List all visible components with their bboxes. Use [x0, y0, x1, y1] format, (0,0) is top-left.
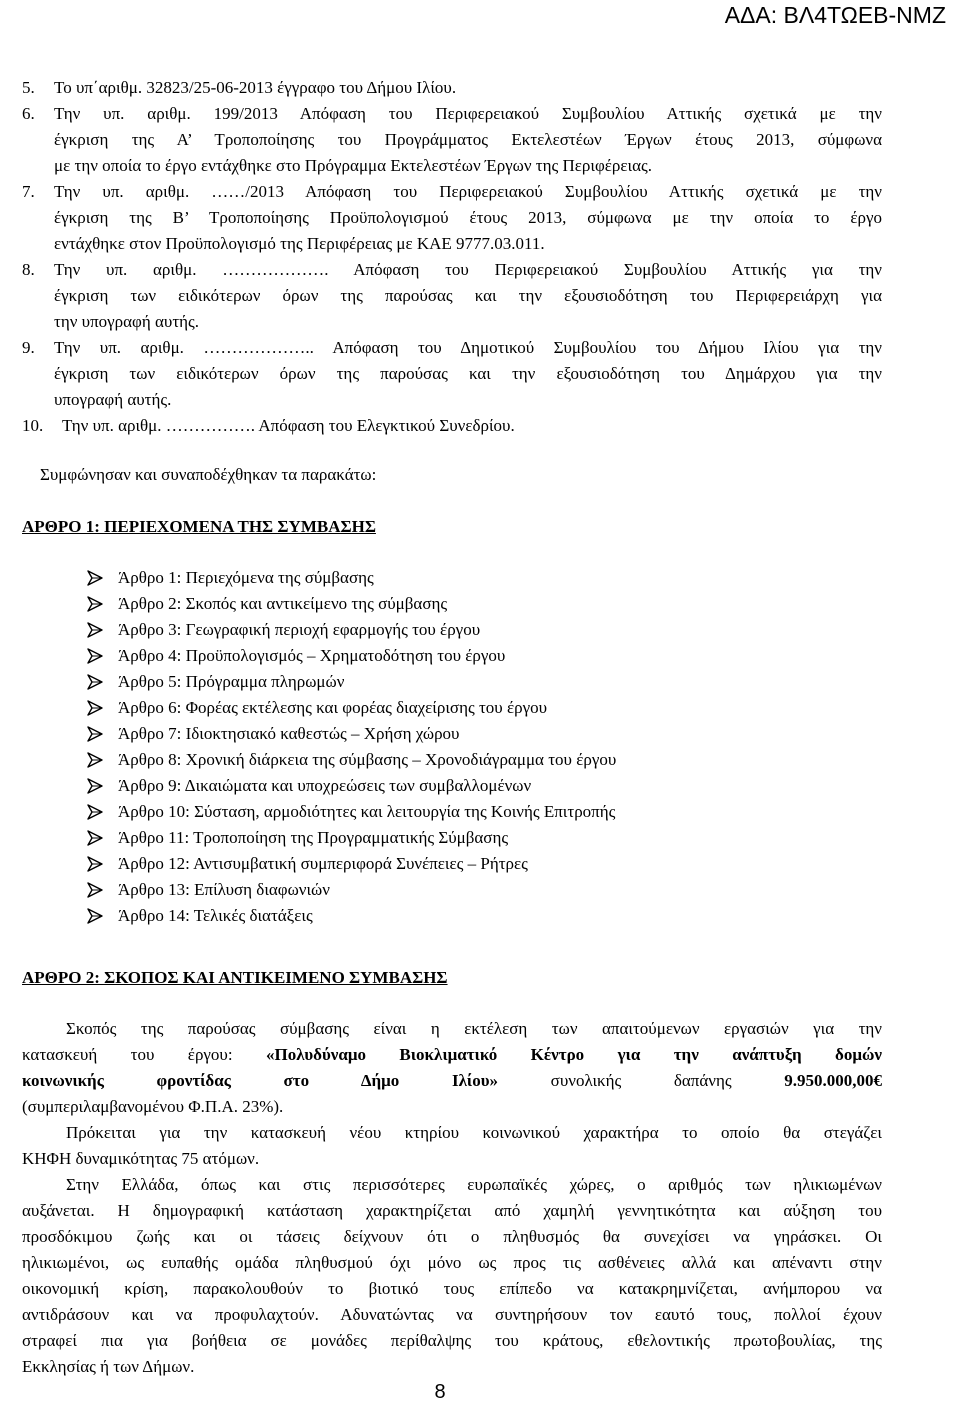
paragraph-text: οικονομική κρίση, παρακολουθούν το βιοτικό τους επίπεδο να κατακρημνίζεται, ανήμπορου να	[22, 1279, 882, 1298]
paragraph-text: αντιδράσουν και να προφυλαχτούν. Αδυνατώντας να συντηρήσουν τον εαυτό τους, πολλοί έχουν	[22, 1305, 882, 1324]
item-number: 8.	[22, 260, 35, 279]
contents-item: Άρθρο 11: Τροποποίηση της Προγραμματικής Σύμβασης	[118, 828, 509, 847]
item-text: υπογραφή αυτής.	[54, 390, 172, 409]
contents-item: Άρθρο 10: Σύσταση, αρμοδιότητες και λειτουργία της Κοινής Επιτροπής	[118, 802, 616, 821]
contents-item: Άρθρο 14: Τελικές διατάξεις	[118, 906, 313, 925]
contents-item: Άρθρο 9: Δικαιώματα και υποχρεώσεις των συμβαλλομένων	[118, 776, 532, 795]
contents-item: Άρθρο 2: Σκοπός και αντικείμενο της σύμβασης	[118, 594, 448, 613]
arrow-bullet-icon	[87, 570, 103, 586]
ada-code: ΑΔΑ: ΒΛ4ΤΩΕΒ-ΝΜΖ	[724, 2, 946, 28]
contents-item: Άρθρο 7: Ιδιοκτησιακό καθεστώς – Χρήση χώρου	[118, 724, 460, 743]
arrow-bullet-icon	[87, 882, 103, 898]
arrow-bullet-icon	[87, 726, 103, 742]
project-amount: 9.950.000,00€	[784, 1071, 883, 1090]
contents-item: Άρθρο 3: Γεωγραφική περιοχή εφαρμογής του έργου	[118, 620, 481, 639]
item-text: εντάχθηκε στον Προϋπολογισμό της Περιφέρειας με ΚΑΕ 9777.03.011.	[54, 234, 545, 253]
arrow-bullet-icon	[87, 622, 103, 638]
paragraph-text	[22, 1068, 882, 1094]
item-text: με την οποία το έργο εντάχθηκε στο Πρόγραμμα Εκτελεστέων Έργων της Περιφέρειας.	[54, 156, 653, 175]
arrow-bullet-icon	[87, 700, 103, 716]
arrow-bullet-icon	[87, 856, 103, 872]
paragraph-text: στραφεί πια για βοήθεια σε μονάδες περίθαλψης του κράτους, εθελοντικής πρωτοβουλίας, της	[22, 1331, 882, 1350]
arrow-bullet-icon	[87, 674, 103, 690]
paragraph-text: Εκκλησίας ή των Δήμων.	[22, 1357, 195, 1376]
arrow-bullet-icon	[87, 778, 103, 794]
paragraph-text-normal: συνολικής δαπάνης	[498, 1071, 785, 1090]
contents-item: Άρθρο 6: Φορέας εκτέλεσης και φορέας διαχείρισης του έργου	[118, 698, 548, 717]
contents-item: Άρθρο 5: Πρόγραμμα πληρωμών	[118, 672, 345, 691]
arrow-bullet-icon	[87, 596, 103, 612]
contents-item: Άρθρο 1: Περιεχόμενα της σύμβασης	[118, 568, 374, 587]
contents-item: Άρθρο 4: Προϋπολογισμός – Χρηματοδότηση του έργου	[118, 646, 506, 665]
item-number: 5.	[22, 78, 35, 97]
paragraph-text-normal: κατασκευή του έργου:	[22, 1045, 266, 1064]
item-text: Την υπ. αριθμ. ………………. Απόφαση του Περιφερειακού Συμβουλίου Αττικής για την	[54, 260, 882, 279]
paragraph-text: Πρόκειται για την κατασκευή νέου κτηρίου κοινωνικού χαρακτήρα το οποίο θα στεγάζει	[66, 1123, 882, 1142]
paragraph-text: ΚΗΦΗ δυναμικότητας 75 ατόμων.	[22, 1149, 260, 1168]
project-title: «Πολυδύναμο Βιοκλιματικό Κέντρο για την ανάπτυξη δομών	[265, 1045, 882, 1064]
paragraph-text	[22, 1042, 882, 1068]
article2-heading: ΑΡΘΡΟ 2: ΣΚΟΠΟΣ ΚΑΙ ΑΝΤΙΚΕΙΜΕΝΟ ΣΥΜΒΑΣΗΣ	[22, 968, 448, 987]
item-text: έγκριση της Β’ Τροποποίησης Προϋπολογισμού έτους 2013, σύμφωνα με την οποία το έργο	[54, 208, 882, 227]
item-text: Το υπ΄αριθμ. 32823/25-06-2013 έγγραφο του Δήμου Ιλίου.	[54, 78, 457, 97]
item-text: έγκριση των ειδικότερων όρων της παρούσας και την εξουσιοδότηση του Δημάρχου για την	[54, 364, 882, 383]
project-title: κοινωνικής φροντίδας στο Δήμο Ιλίου»	[22, 1071, 499, 1090]
paragraph-text: Σκοπός της παρούσας σύμβασης είναι η εκτέλεση των απαιτούμενων εργασιών για την	[66, 1019, 882, 1038]
item-text: Την υπ. αριθμ. ……………. Απόφαση του Ελεγκτικού Συνεδρίου.	[62, 416, 515, 435]
item-text: την υπογραφή αυτής.	[54, 312, 200, 331]
item-text: έγκριση των ειδικότερων όρων της παρούσας και την εξουσιοδότηση του Περιφερειάρχη για	[54, 286, 882, 305]
paragraph-text: Στην Ελλάδα, όπως και στις περισσότερες ευρωπαϊκές χώρες, ο αριθμός των ηλικιωμένων	[66, 1175, 882, 1194]
arrow-bullet-icon	[87, 804, 103, 820]
contents-item: Άρθρο 13: Επίλυση διαφωνιών	[118, 880, 330, 899]
item-text: έγκριση της Α’ Τροποποίησης του Προγράμματος Εκτελεστέων Έργων έτους 2013, σύμφωνα	[54, 130, 882, 149]
contents-item: Άρθρο 12: Αντισυμβατική συμπεριφορά Συνέπειες – Ρήτρες	[118, 854, 528, 873]
arrow-bullet-icon	[87, 830, 103, 846]
paragraph-text: αυξάνεται. Η δημογραφική κατάσταση χαρακτηρίζεται από χαμηλή γεννητικότητα και αύξηση του	[22, 1201, 882, 1220]
contents-item: Άρθρο 8: Χρονική διάρκεια της σύμβασης – Χρονοδιάγραμμα του έργου	[118, 750, 617, 769]
item-text: Την υπ. αριθμ. 199/2013 Απόφαση του Περιφερειακού Συμβουλίου Αττικής σχετικά με την	[54, 104, 882, 123]
article1-heading: ΑΡΘΡΟ 1: ΠΕΡΙΕΧΟΜΕΝΑ ΤΗΣ ΣΥΜΒΑΣΗΣ	[22, 517, 376, 536]
paragraph-text: ηλικιωμένοι, ως ευπαθής ομάδα πληθυσμού όχι μόνο ως προς τις ασθένειες αλλά και απέναντι στην	[22, 1253, 882, 1272]
paragraph-text: (συμπεριλαμβανομένου Φ.Π.Α. 23%).	[22, 1097, 284, 1116]
arrow-bullet-icon	[87, 908, 103, 924]
arrow-bullet-icon	[87, 648, 103, 664]
arrow-bullet-icon	[87, 752, 103, 768]
item-number: 9.	[22, 338, 35, 357]
item-text: Την υπ. αριθμ. ……………….. Απόφαση του Δημοτικού Συμβουλίου του Δήμου Ιλίου για την	[54, 338, 882, 357]
item-number: 10.	[22, 416, 44, 435]
item-text: Την υπ. αριθμ. ……/2013 Απόφαση του Περιφερειακού Συμβουλίου Αττικής σχετικά με την	[54, 182, 882, 201]
paragraph-text: προσδόκιμου ζωής και οι τάσεις δείχνουν ότι ο πληθυσμός θα συνεχίσει να γηράσκει. Οι	[22, 1227, 882, 1246]
page-number: 8	[434, 1381, 446, 1403]
agreed-statement: Συμφώνησαν και συναποδέχθηκαν τα παρακάτω:	[40, 465, 377, 484]
item-number: 7.	[22, 182, 35, 201]
item-number: 6.	[22, 104, 35, 123]
